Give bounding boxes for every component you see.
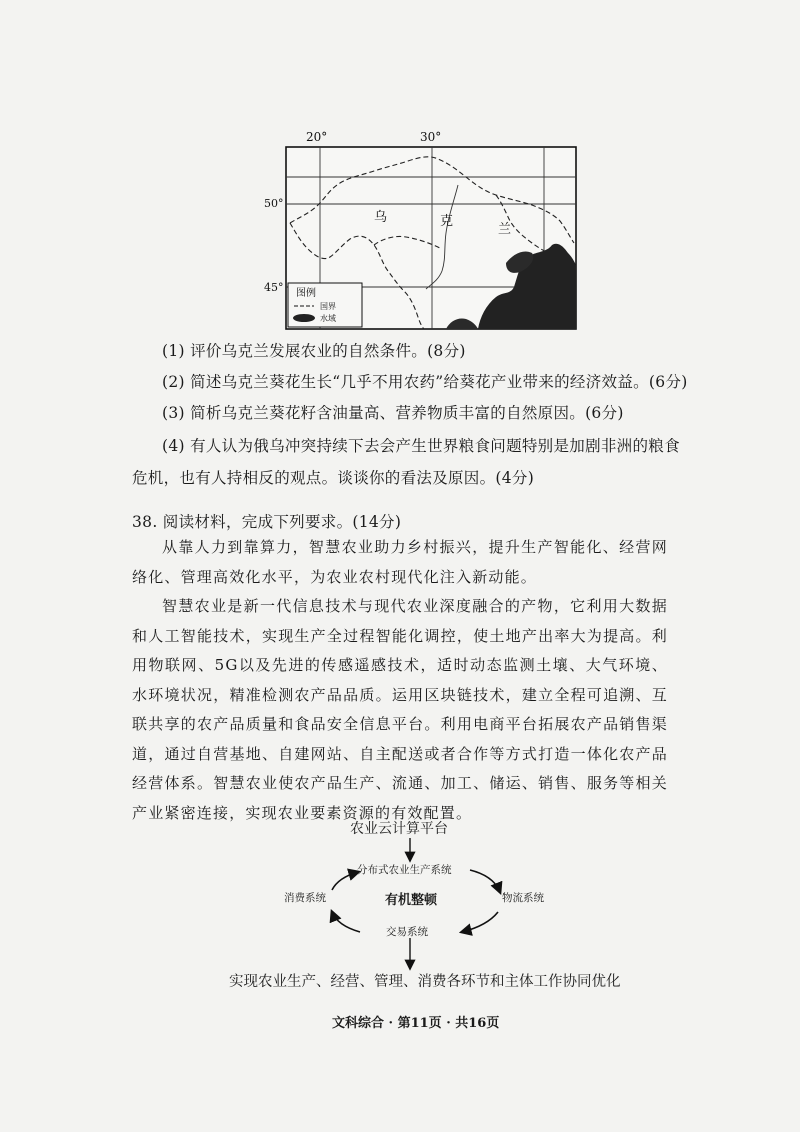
node-production-system: 分布式农业生产系统 xyxy=(357,864,452,876)
legend-water-symbol xyxy=(293,314,315,322)
lat-label-45: 45° xyxy=(264,281,284,294)
lon-label-20: 20° xyxy=(306,130,328,144)
cycle-arrow-bottom-right xyxy=(462,912,498,932)
node-trading-system: 交易系统 xyxy=(386,926,428,938)
ukraine-map xyxy=(264,125,580,337)
cycle-arrow-top-right xyxy=(470,870,500,892)
node-consumption-system: 消费系统 xyxy=(284,892,326,904)
legend-title: 图例 xyxy=(296,288,316,299)
question-1: (1) 评价乌克兰发展农业的自然条件。(8分) xyxy=(162,342,466,360)
lat-label-50: 50° xyxy=(264,197,284,210)
cycle-arrow-bottom-left xyxy=(332,912,360,932)
cycle-arrow-top-left xyxy=(332,872,358,890)
question-4-line-1: (4) 有人认为俄乌冲突持续下去会产生世界粮食问题特别是加剧非洲的粮食 xyxy=(162,437,680,455)
country-char-3: 兰 xyxy=(498,222,512,237)
country-char-2: 克 xyxy=(440,214,454,229)
question-4-line-2: 危机，也有人持相反的观点。谈谈你的看法及原因。(4分) xyxy=(132,469,535,487)
question-2: (2) 简述乌克兰葵花生长“几乎不用农药”给葵花产业带来的经济效益。(6分) xyxy=(162,373,688,391)
question-3: (3) 简析乌克兰葵花籽含油量高、营养物质丰富的自然原因。(6分) xyxy=(162,404,624,422)
diagram-top-label: 农业云计算平台 xyxy=(350,821,448,837)
lon-label-30: 30° xyxy=(420,130,442,144)
q38-paragraph-2: 智慧农业是新一代信息技术与现代农业深度融合的产物，它利用大数据和人工智能技术，实现生产全过程智能化调控，使土地产出率大为提高。利用物联网、5G以及先进的传感遥感技术，适时动态监测土壤、大气环境、水环境状况，精准检测农产品品质。运用区块链技术，建立全程可追溯、互联共享的农产品质量和食品安全信息平台。利用电商平台拓展农产品销售渠道，通过自营基地、自建网站、自主配送或者合作等方式打造一体化农产品经营体系。智慧农业使农产品生产、流通、加工、储运、销售、服务等相关产业紧密连接，实现农业要素资源的有效配置。 xyxy=(132,597,668,822)
country-char-1: 乌 xyxy=(374,210,388,225)
legend-item-water: 水域 xyxy=(320,314,336,323)
node-logistics-system: 物流系统 xyxy=(502,892,544,904)
page-footer: 文科综合 · 第11页 · 共16页 xyxy=(332,1016,500,1031)
diagram-center-label: 有机整顿 xyxy=(385,893,438,908)
question-38-heading: 38. 阅读材料，完成下列要求。(14分) xyxy=(132,513,402,531)
q38-paragraph-1: 从靠人力到靠算力，智慧农业助力乡村振兴，提升生产智能化、经营网络化、管理高效化水平，为农业农村现代化注入新动能。 xyxy=(132,538,668,586)
map-legend xyxy=(288,283,362,327)
legend-item-border: 国界 xyxy=(320,302,336,311)
diagram-result: 实现农业生产、经营、管理、消费各环节和主体工作协同优化 xyxy=(229,974,621,990)
